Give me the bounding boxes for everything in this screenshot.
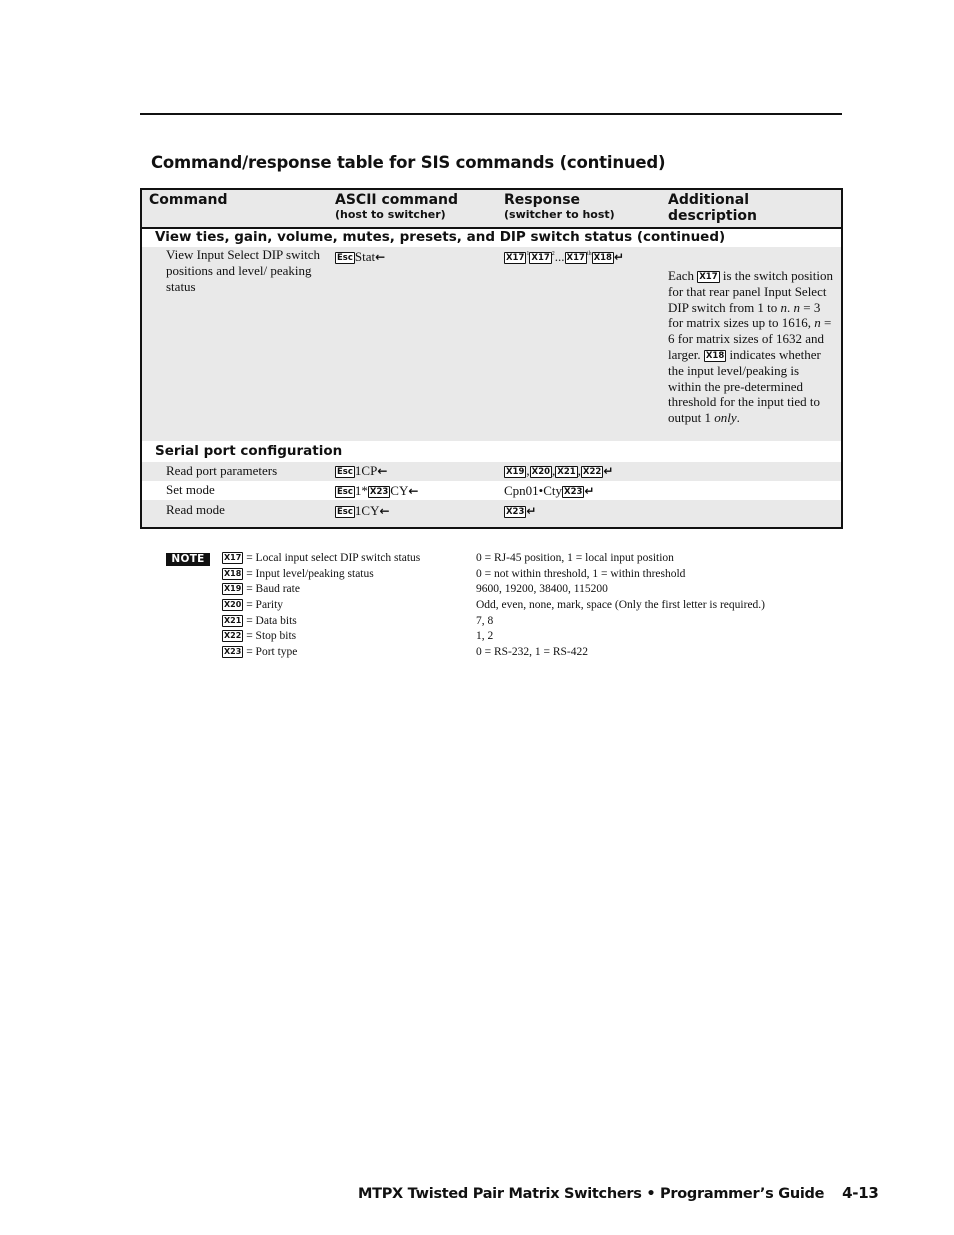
x23-key: X23	[506, 507, 525, 517]
desc-text: .	[736, 410, 740, 426]
x22-key: X22	[582, 467, 602, 477]
row-read-mode-ascii	[335, 503, 390, 519]
legend-value: 9600, 19200, 38400, 115200	[476, 583, 608, 596]
legend-key: X22	[224, 631, 242, 641]
legend-key: X17	[224, 553, 242, 562]
row-set-mode-command: Set mode	[166, 482, 215, 497]
legend-value: 0 = not within threshold, 1 = within threshold	[476, 567, 686, 580]
row-read-mode-response	[504, 503, 536, 519]
group-title-view: View ties, gain, volume, mutes, presets, and DIP switch status (continued)	[155, 229, 726, 245]
superscript: 2	[551, 251, 555, 257]
desc-text: .	[787, 299, 794, 315]
desc-italic-n: n	[780, 299, 788, 315]
x19-key: X19	[506, 467, 525, 477]
legend-key: X19	[224, 584, 242, 594]
group-title-serial: Serial port configuration	[155, 443, 343, 459]
ascii-text: 1CY	[354, 503, 380, 518]
x18-key: X18	[705, 350, 725, 361]
superscript: 1	[526, 251, 530, 257]
legend-label: = Parity	[246, 599, 284, 612]
desc-text: is the switch position for that rear panel Input Select DIP switch from 1 to	[668, 268, 834, 315]
table-header	[142, 190, 841, 229]
ascii-text: 1CP	[354, 463, 378, 478]
footer-title: MTPX Twisted Pair Matrix Switchers • Programmer’s Guide	[358, 1186, 825, 1202]
header-response-label: Response	[504, 192, 581, 208]
header-ascii-sub: (host to switcher)	[335, 208, 446, 221]
superscript: th	[586, 251, 592, 257]
legend-value: 0 = RJ-45 position, 1 = local input position	[476, 552, 674, 564]
legend-key: X20	[224, 600, 242, 610]
x23-key: X23	[369, 487, 389, 497]
x17-key: X17	[506, 253, 525, 263]
ellipsis: ...	[554, 249, 565, 264]
legend-value: 0 = RS-232, 1 = RS-422	[476, 646, 589, 659]
row-read-port-ascii	[335, 463, 387, 479]
ascii-text: 1*	[354, 483, 368, 498]
esc-key: Esc	[337, 507, 353, 517]
enter-arrow-icon: ←	[375, 250, 386, 264]
desc-text: indicates whether the input level/peaking is within the pre-determined threshold for the input tied to output 1	[668, 346, 821, 426]
return-arrow-icon: ↵	[526, 504, 537, 518]
esc-key: Esc	[337, 467, 353, 477]
enter-arrow-icon: ←	[377, 464, 388, 478]
legend-key: X21	[224, 615, 242, 625]
header-response	[504, 192, 615, 222]
x17-key: X17	[531, 253, 550, 263]
x20-key: X20	[531, 467, 551, 477]
row-read-mode-command: Read mode	[166, 502, 225, 517]
legend-value: 7, 8	[476, 614, 494, 627]
desc-italic-only: only	[714, 410, 737, 426]
legend-key: X23	[224, 647, 242, 657]
header-command: Command	[149, 192, 228, 208]
section-title: Command/response table for SIS commands (continued)	[151, 153, 666, 172]
header-description: Additional description	[668, 192, 757, 224]
separator: ,	[577, 463, 581, 478]
page-number: 4-13	[842, 1184, 879, 1202]
esc-key: Esc	[337, 253, 353, 263]
enter-arrow-icon: ←	[379, 504, 390, 518]
row-set-mode-ascii	[335, 483, 418, 499]
legend-label: = Stop bits	[246, 630, 297, 643]
x17-key: X17	[699, 272, 718, 282]
row-view-dip-command: View Input Select DIP switch positions and level/ peaking status	[166, 247, 320, 294]
return-arrow-icon: ↵	[613, 250, 625, 264]
return-arrow-icon: ↵	[584, 484, 595, 498]
ascii-text: Stat	[354, 249, 376, 264]
x21-key: X21	[557, 467, 576, 477]
x17-key: X17	[566, 253, 585, 263]
legend-label: = Baud rate	[246, 583, 300, 596]
legend-value: Odd, even, none, mark, space (Only the first letter is required.)	[476, 599, 765, 612]
legend-label: = Data bits	[246, 614, 297, 627]
row-read-port-command: Read port parameters	[166, 463, 278, 478]
top-rule	[140, 113, 842, 115]
row-view-dip-description	[668, 268, 834, 426]
legend-label: = Port type	[246, 646, 298, 659]
row-read-port-response	[504, 463, 613, 479]
x18-key: X18	[593, 253, 612, 263]
desc-italic-n: n	[814, 315, 821, 331]
esc-key: Esc	[337, 487, 353, 497]
legend-value: 1, 2	[476, 630, 494, 643]
row-view-dip-response	[504, 249, 624, 265]
desc-italic-n: n	[793, 299, 801, 315]
row-set-mode-response	[504, 483, 594, 499]
enter-arrow-icon: ←	[408, 484, 419, 498]
return-arrow-icon: ↵	[603, 464, 614, 478]
desc-text: = 6 for matrix sizes of 1632 and larger.	[668, 315, 832, 362]
legend-label: = Local input select DIP switch status	[246, 552, 421, 564]
desc-text: Each	[668, 268, 694, 283]
sis-command-table	[140, 188, 843, 529]
x23-key: X23	[564, 487, 583, 497]
note-badge: NOTE	[166, 553, 210, 566]
row-band-set-mode	[142, 481, 841, 500]
legend-key: X18	[224, 568, 242, 578]
ascii-text: CY	[390, 483, 409, 498]
desc-text: = 3 for matrix sizes up to 1616,	[668, 299, 821, 331]
header-response-sub: (switcher to host)	[504, 208, 615, 221]
header-ascii	[335, 192, 458, 222]
header-ascii-label: ASCII command	[335, 192, 459, 208]
separator: ,	[552, 463, 556, 478]
page-footer	[358, 1184, 878, 1202]
response-text: Cpn01•Cty	[504, 483, 563, 498]
separator: ,	[526, 463, 530, 478]
legend-label: = Input level/peaking status	[246, 567, 374, 580]
row-view-dip-ascii	[335, 249, 385, 265]
